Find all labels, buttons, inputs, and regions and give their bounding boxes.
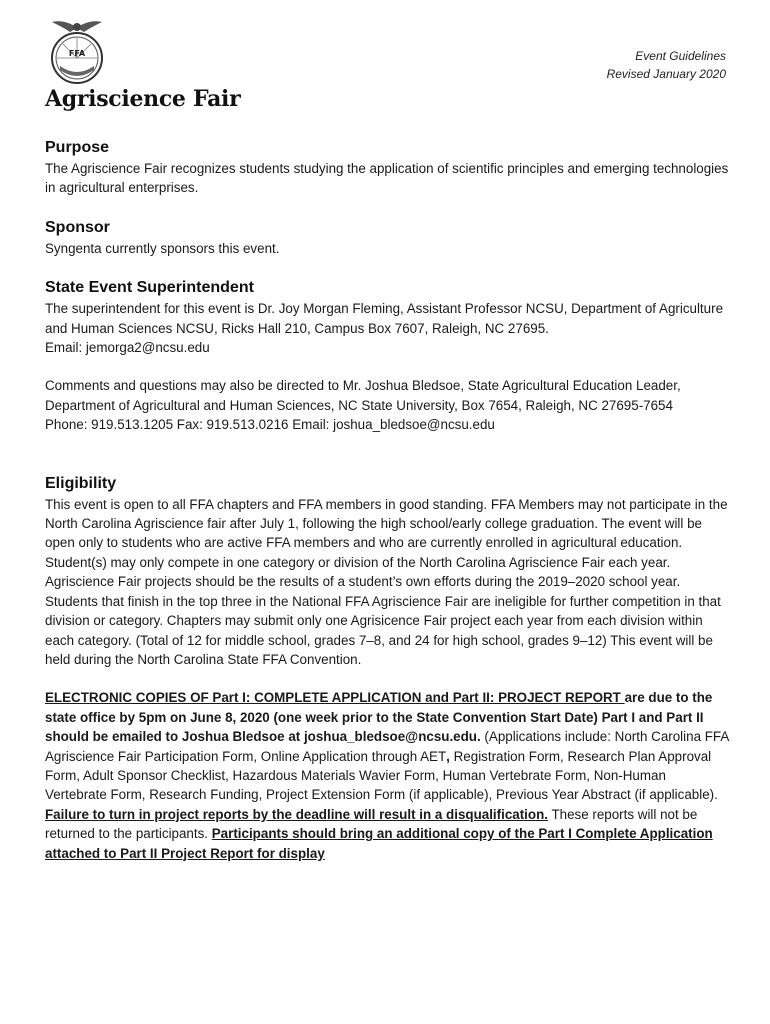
electronic-copies-heading: ELECTRONIC COPIES OF Part I: COMPLETE APPLICATION and Part II: PROJECT REPORT: [45, 690, 625, 706]
ffa-emblem-icon: [46, 18, 108, 86]
electronic-copies-paragraph: [45, 688, 729, 863]
eligibility-section: [45, 473, 729, 670]
purpose-heading: Purpose: [45, 139, 110, 156]
event-guidelines-label: Event Guidelines: [635, 49, 726, 63]
document-body: [45, 137, 729, 863]
superintendent-text: The superintendent for this event is Dr. Joy Morgan Fleming, Assistant Professor NCSU, Department of Agriculture and Human Sciences NCSU, Ricks Hall 210, Campus Box 7607, Raleigh, NC 27695.: [45, 301, 724, 336]
page-title: Agriscience Fair: [45, 86, 241, 112]
bring-copy-instruction: Participants should bring an additional copy of the Part I Complete Application attached to Part II Project Report for display: [45, 826, 713, 861]
purpose-section: [45, 137, 729, 198]
forms-list-text: Registration Form, Research Plan Approval Form, Adult Sponsor Checklist, Hazardous Materials Wavier Form, Human Vertebrate Form, Non-Human Vertebrate Form, Research Funding, Project Extension Form (if applicable), Previous Year Abstract (if applicable).: [45, 748, 718, 803]
eligibility-text: This event is open to all FFA chapters and FFA members in good standing. FFA Members may not participate in the North Carolina Agriscience fair after July 1, following the high school/early college graduation. The event will be open only to students who are active FFA members and who are currently enrolled in agricultural education. Student(s) may only compete in one category or division of the North Carolina Agriscience Fair each year. Agriscience Fair projects should be the results of a student’s own efforts during the 2019–2020 school year. Students that finish in the top three in the National FFA Agriscience Fair are ineligible for further competition in that division or category. Chapters may submit only one Agrisicence Fair project each year from each division within each category. (Total of 12 for middle school, grades 7–8, and 24 for high school, grades 9–12) This event will be held during the North Carolina State FFA Convention.: [45, 496, 728, 667]
not-returned-text: These reports will not be returned to the participants.: [45, 806, 698, 842]
superintendent-section: [45, 277, 729, 434]
applications-include-text: (Applications include: North Carolina FFA Agriscience Fair Participation Form, Online Application through AET: [45, 729, 729, 764]
superintendent-heading: State Event Superintendent: [45, 279, 254, 297]
sponsor-heading: Sponsor: [45, 218, 110, 236]
superintendent-email: Email: jemorga2@ncsu.edu: [45, 340, 210, 356]
sponsor-section: [45, 217, 729, 258]
comma-bold: ,: [446, 748, 450, 764]
deadline-text: are due to the state office by 5pm on June 8, 2020 (one week prior to the State Convention Start Date) Part I and Part II should be emailed to Joshua Bledsoe at joshua_bledsoe@ncsu.edu.: [45, 690, 713, 745]
purpose-text: The Agriscience Fair recognizes students studying the application of scientific principles and emerging technologies in agricultural enterprises.: [45, 161, 729, 196]
eligibility-heading: Eligibility: [45, 474, 117, 492]
disqualification-warning: Failure to turn in project reports by the deadline will result in a disqualification.: [45, 806, 548, 822]
revised-date-label: Revised January 2020: [606, 67, 726, 81]
comments-text: Comments and questions may also be directed to Mr. Joshua Bledsoe, State Agricultural Education Leader, Department of Agricultural and Human Sciences, NC State University, Box 7654, Raleigh, NC 27695-7654: [45, 378, 681, 413]
header-info: [607, 47, 726, 83]
contact-phone: Phone: 919.513.1205 Fax: 919.513.0216 Email: joshua_bledsoe@ncsu.edu: [45, 417, 495, 433]
sponsor-text: Syngenta currently sponsors this event.: [45, 240, 280, 256]
svg-text:FFA: FFA: [68, 49, 86, 58]
